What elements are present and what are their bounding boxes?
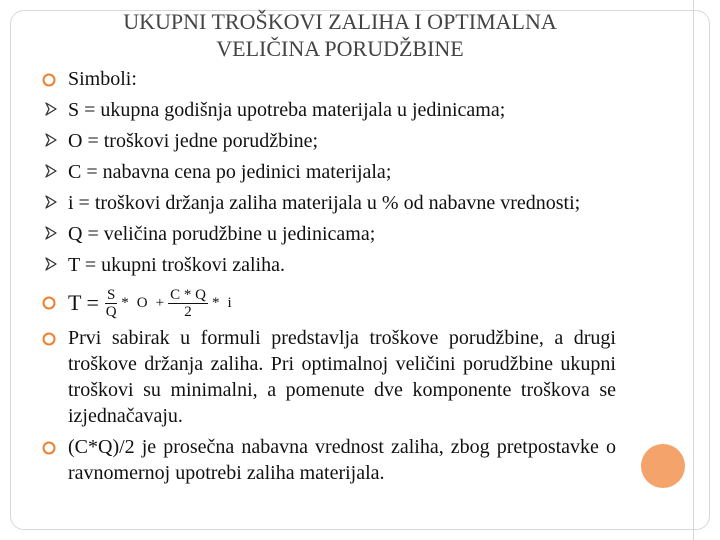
list-item	[40, 325, 616, 429]
item-text: Q = veličina porudžbine u jedinicama;	[68, 223, 376, 245]
list-item	[40, 159, 616, 185]
decorative-rail	[693, 0, 694, 540]
arrow-bullet-icon	[44, 163, 58, 179]
item-text: Simboli:	[68, 68, 137, 90]
list-item	[40, 252, 616, 278]
fraction-cq-over-2	[168, 287, 208, 320]
circle-bullet-icon	[42, 441, 56, 455]
circle-bullet-icon	[42, 73, 56, 87]
list-item	[40, 190, 616, 216]
title-line-1: UKUPNI TROŠKOVI ZALIHA I OPTIMALNA	[123, 9, 557, 34]
list-item	[40, 221, 616, 247]
list-item	[40, 97, 616, 123]
arrow-bullet-icon	[44, 194, 58, 210]
fraction-numerator: C * Q	[170, 286, 206, 303]
formula-operator: +	[155, 295, 165, 311]
formula-operator: *	[121, 295, 129, 311]
arrow-bullet-icon	[44, 256, 58, 272]
formula-item	[40, 283, 616, 323]
arrow-bullet-icon	[44, 225, 58, 241]
circle-bullet-icon	[42, 332, 56, 346]
formula-term: i	[227, 295, 232, 311]
bullet-list	[40, 66, 616, 486]
arrow-bullet-icon	[44, 101, 58, 117]
formula-lhs: T =	[68, 290, 99, 315]
decorative-circle	[641, 444, 685, 488]
slide-title	[60, 8, 620, 62]
arrow-bullet-icon	[44, 132, 58, 148]
list-item	[40, 128, 616, 154]
item-text: O = troškovi jedne porudžbine;	[68, 130, 319, 152]
circle-bullet-icon	[42, 296, 56, 310]
fraction-denominator: Q	[105, 303, 117, 320]
list-item	[40, 434, 616, 486]
formula-operator: *	[211, 295, 220, 311]
item-text: S = ukupna godišnja upotreba materijala u jedinicama;	[68, 99, 506, 121]
fraction-denominator: 2	[184, 303, 192, 320]
item-text: T = ukupni troškovi zaliha.	[68, 254, 285, 276]
title-line-2: VELIČINA PORUDŽBINE	[216, 36, 464, 61]
item-text: Prvi sabirak u formuli predstavlja troškove porudžbine, a drugi troškove držanja zaliha. Pri optimalnoj veličini porudžbine ukupni troškovi su minimalni, a pomenute dve komponente troškova se izjednačavaju.	[68, 327, 616, 427]
item-text: C = nabavna cena po jedinici materijala;	[68, 161, 392, 183]
list-item	[40, 66, 616, 92]
item-text: i = troškovi držanja zaliha materijala u % od nabavne vrednosti;	[68, 192, 581, 214]
item-text: (C*Q)/2 je prosečna nabavna vrednost zaliha, zbog pretpostavke o ravnomernoj upotrebi zaliha materijala.	[68, 436, 616, 484]
formula	[68, 283, 616, 323]
fraction-s-over-q	[105, 287, 117, 320]
formula-term: O	[136, 295, 148, 311]
fraction-numerator: S	[106, 286, 116, 303]
